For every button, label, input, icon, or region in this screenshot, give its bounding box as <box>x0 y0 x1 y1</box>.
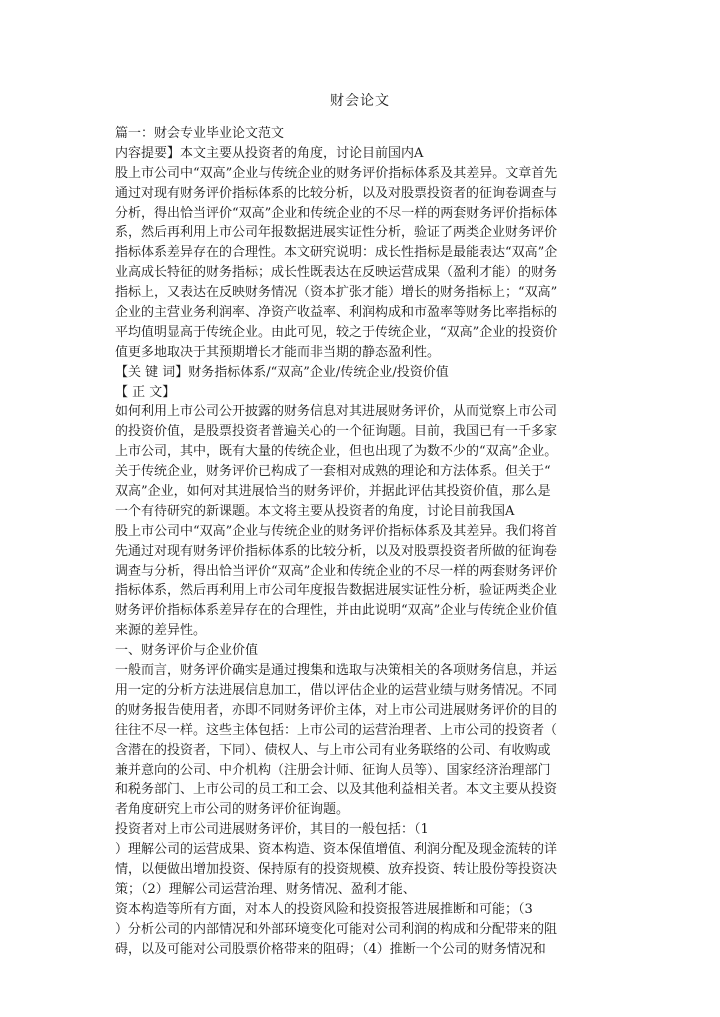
text-line: 业高成长特征的财务指标；成长性既表达在反映运营成果（盈利才能）的财务 <box>115 265 558 281</box>
text-line: 的投资价值，是股票投资者普遍关心的一个征询题。目前，我国已有一千多家 <box>115 424 558 440</box>
text-line: 来源的差异性。 <box>115 623 207 639</box>
text-line: 平均值明显高于传统企业。由此可见，较之于传统企业，“双高”企业的投资价 <box>115 324 558 340</box>
text-line: 内容提要】本文主要从投资者的角度，讨论目前国内A <box>115 145 424 161</box>
document-title: 财会论文 <box>330 93 390 109</box>
text-line: 股上市公司中“双高”企业与传统企业的财务评价指标体系及其差异。文章首先 <box>115 165 558 181</box>
text-line: ）理解公司的运营成果、资本构造、资本保值增值、利润分配及现金流转的详 <box>115 842 558 858</box>
text-line: 分析，得出恰当评价“双高”企业和传统企业的不尽一样的两套财务评价指标体 <box>115 205 558 221</box>
text-line: 财务评价指标体系差异存在的合理性，并由此说明“双高”企业与传统企业价值 <box>115 603 558 619</box>
text-line: 企业的主营业务利润率、净资产收益率、利润构成和市盈率等财务比率指标的 <box>115 305 558 321</box>
text-line: 关于传统企业，财务评价已构成了一套相对成熟的理论和方法体系。但关于“ <box>115 464 551 480</box>
text-line: 【关 键 词】财务指标体系/“双高”企业/传统企业/投资价值 <box>115 364 449 380</box>
text-line: 投资者对上市公司进展财务评价，其目的一般包括：（1 <box>115 822 429 838</box>
text-line: 的财务报告使用者，亦即不同财务评价主体，对上市公司进展财务评价的目的 <box>115 702 558 718</box>
text-line: 【 正 文】 <box>115 384 176 400</box>
text-line: 通过对现有财务评价指标体系的比较分析，以及对股票投资者的征询卷调查与 <box>115 185 558 201</box>
text-line: 指标体系，然后再利用上市公司年度报告数据进展实证性分析，验证两类企业 <box>115 583 558 599</box>
document-body <box>115 124 609 959</box>
text-line: 一般而言，财务评价确实是通过搜集和选取与决策相关的各项财务信息，并运 <box>115 663 558 679</box>
text-line: ）分析公司的内部情况和外部环境变化可能对公司利润的构成和分配带来的阻 <box>115 921 558 937</box>
text-line: 系，然后再利用上市公司年报数据进展实证性分析，验证了两类企业财务评价 <box>115 225 558 241</box>
text-line: 股上市公司中“双高”企业与传统企业的财务评价指标体系及其差异。我们将首 <box>115 523 558 539</box>
text-line: 含潜在的投资者，下同）、债权人、与上市公司有业务联络的公司、有收购或 <box>115 742 551 758</box>
text-line: 策；（2）理解公司运营治理、财务情况、盈利才能、 <box>115 881 416 897</box>
text-line: 资本构造等所有方面，对本人的投资风险和投资报答进展推断和可能；（3 <box>115 901 533 917</box>
text-line: 碍，以及可能对公司股票价格带来的阻碍；（4）推断一个公司的财务情况和 <box>115 941 546 957</box>
text-line: 指标体系差异存在的合理性。本文研究说明：成长性指标是最能表达“双高”企 <box>115 245 558 261</box>
text-line: 用一定的分析方法进展信息加工，借以评估企业的运营业绩与财务情况。不同 <box>115 682 558 698</box>
text-line: 情，以便做出增加投资、保持原有的投资规模、放弃投资、转让股份等投资决 <box>115 861 558 877</box>
text-line: 双高”企业，如何对其进展恰当的财务评价，并据此评估其投资价值，那么是 <box>115 484 551 500</box>
text-line: 先通过对现有财务评价指标体系的比较分析，以及对股票投资者所做的征询卷 <box>115 543 558 559</box>
text-line: 一、财务评价与企业价值 <box>115 643 259 659</box>
text-line: 兼并意向的公司、中介机构（注册会计师、征询人员等）、国家经济治理部门 <box>115 762 551 778</box>
text-line: 如何利用上市公司公开披露的财务信息对其进展财务评价，从而觉察上市公司 <box>115 404 558 420</box>
text-line: 调查与分析，得出恰当评价“双高”企业和传统企业的不尽一样的两套财务评价 <box>115 563 558 579</box>
text-line: 和税务部门、上市公司的员工和工会、以及其他利益相关者。本文主要从投资 <box>115 782 558 798</box>
text-line: 往往不尽一样。这些主体包括：上市公司的运营治理者、上市公司的投资者（ <box>115 722 558 738</box>
text-line: 上市公司，其中，既有大量的传统企业，但也出现了为数不少的“双高”企业。 <box>115 444 558 460</box>
text-line: 篇一：财会专业毕业论文范文 <box>115 126 285 141</box>
text-line: 一个有待研究的新课题。本文将主要从投资者的角度，讨论目前我国A <box>115 503 515 519</box>
text-line: 值更多地取决于其预期增长才能而非当期的静态盈利性。 <box>115 344 441 360</box>
text-line: 者角度研究上市公司的财务评价征询题。 <box>115 802 350 818</box>
text-line: 指标上，又表达在反映财务情况（资本扩张才能）增长的财务指标上；“双高” <box>115 285 558 301</box>
